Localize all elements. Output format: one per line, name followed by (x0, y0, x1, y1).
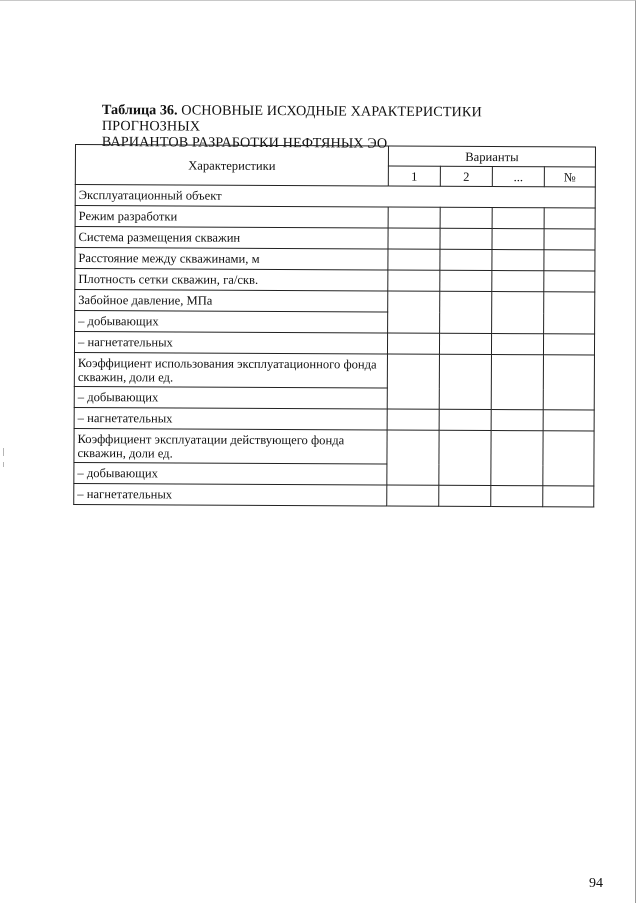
table-cell (440, 249, 492, 270)
table-cell (440, 207, 492, 228)
title-line-1 (102, 102, 572, 137)
table-cell (491, 431, 543, 486)
table-cell (492, 229, 544, 250)
row-label: Эксплуатационный объект (75, 185, 595, 209)
table-cell (543, 334, 594, 355)
table-cell (388, 207, 440, 228)
row-label: Коэффициент эксплуатации действующего фонда скважин, доли ед. (74, 428, 387, 464)
characteristics-table (73, 144, 596, 508)
row-label: – добывающих (74, 462, 387, 485)
table-cell (491, 334, 543, 355)
table-cell (388, 291, 440, 333)
table-cell (491, 410, 543, 431)
table-cell (491, 355, 543, 410)
table-cell (544, 250, 595, 271)
title-text-1: ОСНОВНЫЕ ИСХОДНЫЕ ХАРАКТЕРИСТИКИ ПРОГНОЗНЫХ (101, 102, 482, 135)
row-label: Коэффициент использования эксплуатационного фонда скважин, доли ед. (74, 352, 387, 388)
table-cell (439, 409, 491, 430)
table-cell (440, 228, 492, 249)
variant-col-number: № (544, 167, 595, 187)
row-label: Плотность сетки скважин, га/скв. (75, 269, 388, 292)
table-number: Таблица 36. (101, 102, 178, 119)
table-cell (492, 250, 544, 271)
table-cell (439, 430, 491, 485)
scan-mark (3, 462, 4, 467)
row-label: Режим разработки (75, 206, 388, 229)
table-cell (492, 208, 544, 229)
row-label: Расстояние между скважинами, м (75, 248, 388, 271)
row-label: – добывающих (74, 386, 387, 409)
table-cell (387, 354, 439, 409)
row-label: – нагнетательных (74, 407, 387, 430)
header-variants: Варианты (388, 146, 595, 167)
title-line-2: ВАРИАНТОВ РАЗРАБОТКИ НЕФТЯНЫХ ЭО (101, 133, 388, 152)
table-cell (387, 430, 439, 485)
table-cell (387, 485, 439, 506)
table-cell (440, 291, 492, 333)
table-cell (544, 208, 595, 229)
row-label: Забойное давление, МПа (75, 290, 388, 313)
row-label: – добывающих (75, 311, 388, 334)
table-cell (387, 409, 439, 430)
row-label: Система размещения скважин (75, 227, 388, 250)
page-number: 94 (589, 876, 603, 891)
variant-col-1: 1 (388, 166, 440, 186)
table-cell (440, 270, 492, 291)
variant-col-ellipsis: ... (492, 167, 544, 187)
table-cell (439, 333, 491, 354)
row-label: – нагнетательных (74, 483, 387, 506)
table-cell (544, 229, 595, 250)
table-container (73, 144, 596, 508)
table-cell (388, 249, 440, 270)
table-cell (439, 354, 491, 409)
scan-mark (3, 448, 4, 456)
table-cell (387, 333, 439, 354)
table-cell (492, 292, 544, 334)
table-cell (439, 485, 491, 506)
table-cell (491, 486, 543, 507)
variant-col-2: 2 (440, 166, 492, 186)
table-cell (543, 431, 594, 486)
table-cell (543, 486, 594, 507)
table-cell (388, 270, 440, 291)
table-cell (492, 271, 544, 292)
table-cell (388, 228, 440, 249)
table-cell (543, 410, 594, 431)
table-cell (544, 271, 595, 292)
row-label: – нагнетательных (74, 332, 387, 355)
table-cell (544, 292, 595, 334)
header-characteristics: Характеристики (75, 145, 388, 187)
table-cell (543, 355, 594, 410)
